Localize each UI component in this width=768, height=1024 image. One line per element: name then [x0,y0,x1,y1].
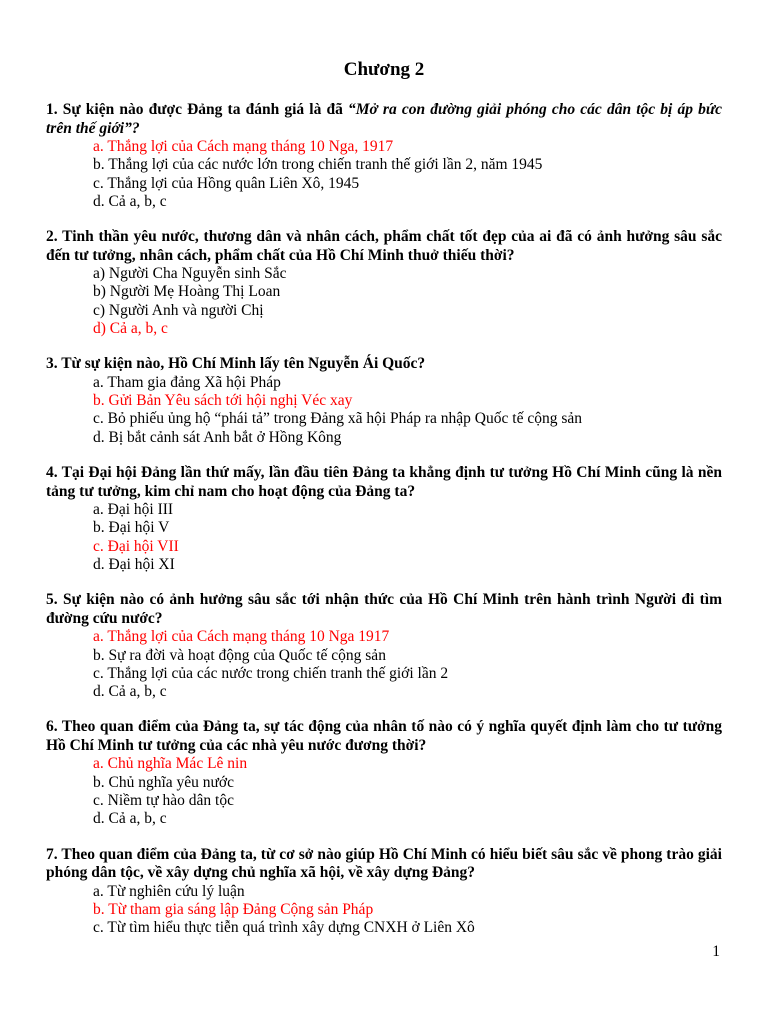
question-6 [46,718,722,828]
answer-options [46,265,722,338]
question-text [46,228,722,265]
question-text-part: 3. Từ sự kiện nào, Hồ Chí Minh lấy tên Nguyễn Ái Quốc? [46,355,426,373]
question-text-part: 5. Sự kiện nào có ảnh hưởng sâu sắc tới nhận thức của Hồ Chí Minh trên hành trình Người đi tìm đường cứu nước? [46,591,722,627]
answer-option: b. Sự ra đời và hoạt động của Quốc tế cộng sản [93,646,386,664]
question-text [46,101,722,138]
question-text-part: 6. Theo quan điểm của Đảng ta, sự tác động của nhân tố nào có ý nghĩa quyết định làm cho tư tưởng Hồ Chí Minh tư tưởng của các nhà yêu nước đương thời? [46,718,722,754]
answer-option: c. Thắng lợi của các nước trong chiến tranh thế giới lần 2 [93,664,449,682]
question-text [46,718,722,755]
question-3 [46,355,722,447]
answer-option: d. Cả a, b, c [93,683,167,701]
question-5 [46,591,722,701]
question-text-part: 2. Tinh thần yêu nước, thương dân và nhân cách, phẩm chất tốt đẹp của ai đã có ảnh hưởng sâu sắc đến tư tưởng, nhân cách, phẩm chất của Hồ Chí Minh thuở thiếu thời? [46,228,722,264]
answer-option: d. Bị bắt cảnh sát Anh bắt ở Hồng Kông [93,428,342,446]
answer-option-correct: c. Đại hội VII [93,537,179,555]
answer-options [46,138,722,211]
answer-option: a. Từ nghiên cứu lý luận [93,882,245,900]
page-number: 1 [712,943,720,960]
answer-option: b. Đại hội V [93,519,170,537]
answer-option: b. Thắng lợi của các nước lớn trong chiến tranh thế giới lần 2, năm 1945 [93,156,543,174]
answer-option: c. Niềm tự hào dân tộc [93,792,234,810]
answer-option-correct: a. Chủ nghĩa Mác Lê nin [93,755,248,773]
chapter-title: Chương 2 [343,59,425,80]
answer-options [46,883,722,938]
answer-option: c. Bỏ phiếu ủng hộ “phái tả” trong Đảng xã hội Pháp ra nhập Quốc tế cộng sản [93,410,582,428]
question-4 [46,464,722,574]
question-text [46,355,722,374]
answer-option: a. Đại hội III [93,501,174,519]
answer-options [46,628,722,701]
answer-option: c. Thắng lợi của Hồng quân Liên Xô, 1945 [93,174,360,192]
answer-option: c) Người Anh và người Chị [93,301,264,319]
answer-option-correct: a. Thắng lợi của Cách mạng tháng 10 Nga, 1917 [93,138,394,155]
answer-option: d. Cả a, b, c [93,192,167,210]
question-7 [46,846,722,938]
question-text-part: 7. Theo quan điểm của Đảng ta, từ cơ sở nào giúp Hồ Chí Minh có hiểu biết sâu sắc về phong trào giải phóng dân tộc, về xây dựng chủ nghĩa xã hội, về xây dựng Đảng? [46,845,722,882]
answer-option-correct: d) Cả a, b, c [93,320,168,338]
question-text-part: 1. Sự kiện nào được Đảng ta đánh giá là đã [46,101,348,118]
answer-option: c. Từ tìm hiểu thực tiễn quá trình xây dựng CNXH ở Liên Xô [93,919,475,937]
question-text-part: 4. Tại Đại hội Đảng lần thứ mấy, lần đầu tiên Đảng ta khẳng định tư tưởng Hồ Chí Minh cũng là nền tảng tư tưởng, kim chỉ nam cho hoạt động của Đảng ta? [46,464,722,500]
question-quote: “Mở ra con đường giải phóng cho các dân tộc bị áp bức trên thế giới”? [46,101,722,137]
answer-option-correct: b. Từ tham gia sáng lập Đảng Cộng sản Pháp [93,900,374,918]
answer-option: b) Người Mẹ Hoàng Thị Loan [93,283,281,301]
answer-options [46,755,722,828]
question-text [46,846,722,883]
question-list [46,101,722,955]
answer-option: a. Tham gia đảng Xã hội Pháp [93,373,281,391]
answer-option-correct: a. Thắng lợi của Cách mạng tháng 10 Nga 1917 [93,628,390,646]
answer-option-correct: b. Gửi Bản Yêu sách tới hội nghị Véc xay [93,392,353,410]
question-2 [46,228,722,338]
answer-option: d. Đại hội XI [93,555,175,573]
answer-option: d. Cả a, b, c [93,810,167,828]
question-text [46,464,722,501]
answer-option: a) Người Cha Nguyễn sinh Sắc [93,265,287,283]
answer-options [46,501,722,574]
question-1 [46,101,722,211]
answer-option: b. Chủ nghĩa yêu nước [93,773,235,791]
answer-options [46,374,722,447]
question-text [46,591,722,628]
